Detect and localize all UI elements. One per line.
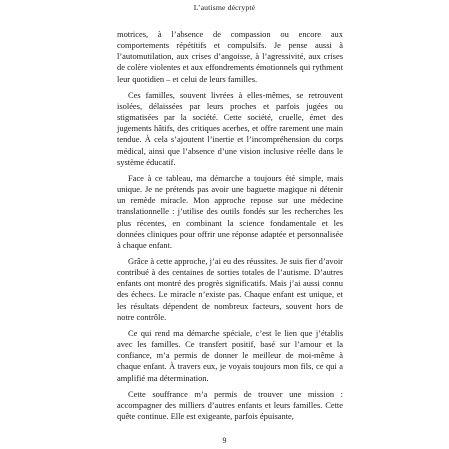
body-text [117,29,343,427]
paragraph-continued: motrices, à l’absence de compassion ou encore aux comportements répétitifs et compulsifs. Je pense aussi à l’automutilation, aux crises d’angoisse, à l’agressivité, aux crises de colère violentes et aux effondrements émotionnels qui rythment leur quotidien – et celui de leurs familles. [117,29,343,84]
paragraph: Face à ce tableau, ma démarche a toujours été simple, mais unique. Je ne prétends pas avoir une baguette magique ni détenir un remède miracle. Mon approche repose sur une médecine translationnelle : j’utilise des outils fondés sur les recherches les plus récentes, en combinant la science fondamentale et les données cliniques pour offrir une réponse adaptée et personnalisée à chaque enfant. [117,172,343,250]
paragraph: Ces familles, souvent livrées à elles-mêmes, se retrouvent isolées, délaissées par leurs proches et parfois jugées ou stigmatisées par la société. Cette société, cruelle, émet des jugements hâtifs, des critiques acerbes, et offre rarement une main tendue. À cela s’ajoutent l’inertie et l’incompréhension du corps médical, ainsi que l’absence d’une vision inclusive réelle dans le système éducatif. [117,89,343,167]
page-number: 9 [222,436,227,445]
paragraph: Grâce à cette approche, j’ai eu des réussites. Je suis fier d’avoir contribué à des centaines de sorties totales de l’autisme. D’autres enfants ont montré des progrès significatifs. Mais j’ai aussi connu des échecs. Le miracle n’existe pas. Chaque enfant est unique, et les résultats dépendent de nombreux facteurs, souvent hors de notre contrôle. [117,255,343,322]
running-header-title: L’autisme décrypté [193,3,256,12]
paragraph: Ce qui rend ma démarche spéciale, c’est le lien que j’établis avec les familles. Ce transfert positif, basé sur l’amour et la confiance, m’a permis de donner le meilleur de moi-même à chaque enfant. À travers eux, je voyais toujours mon fils, ce qui a amplifié ma détermination. [117,327,343,383]
paragraph: Cette souffrance m’a permis de trouver une mission : accompagner des milliers d’autres enfants et leurs familles. Cette quête continue. Elle est exigeante, parfois épuisante, [117,388,343,421]
